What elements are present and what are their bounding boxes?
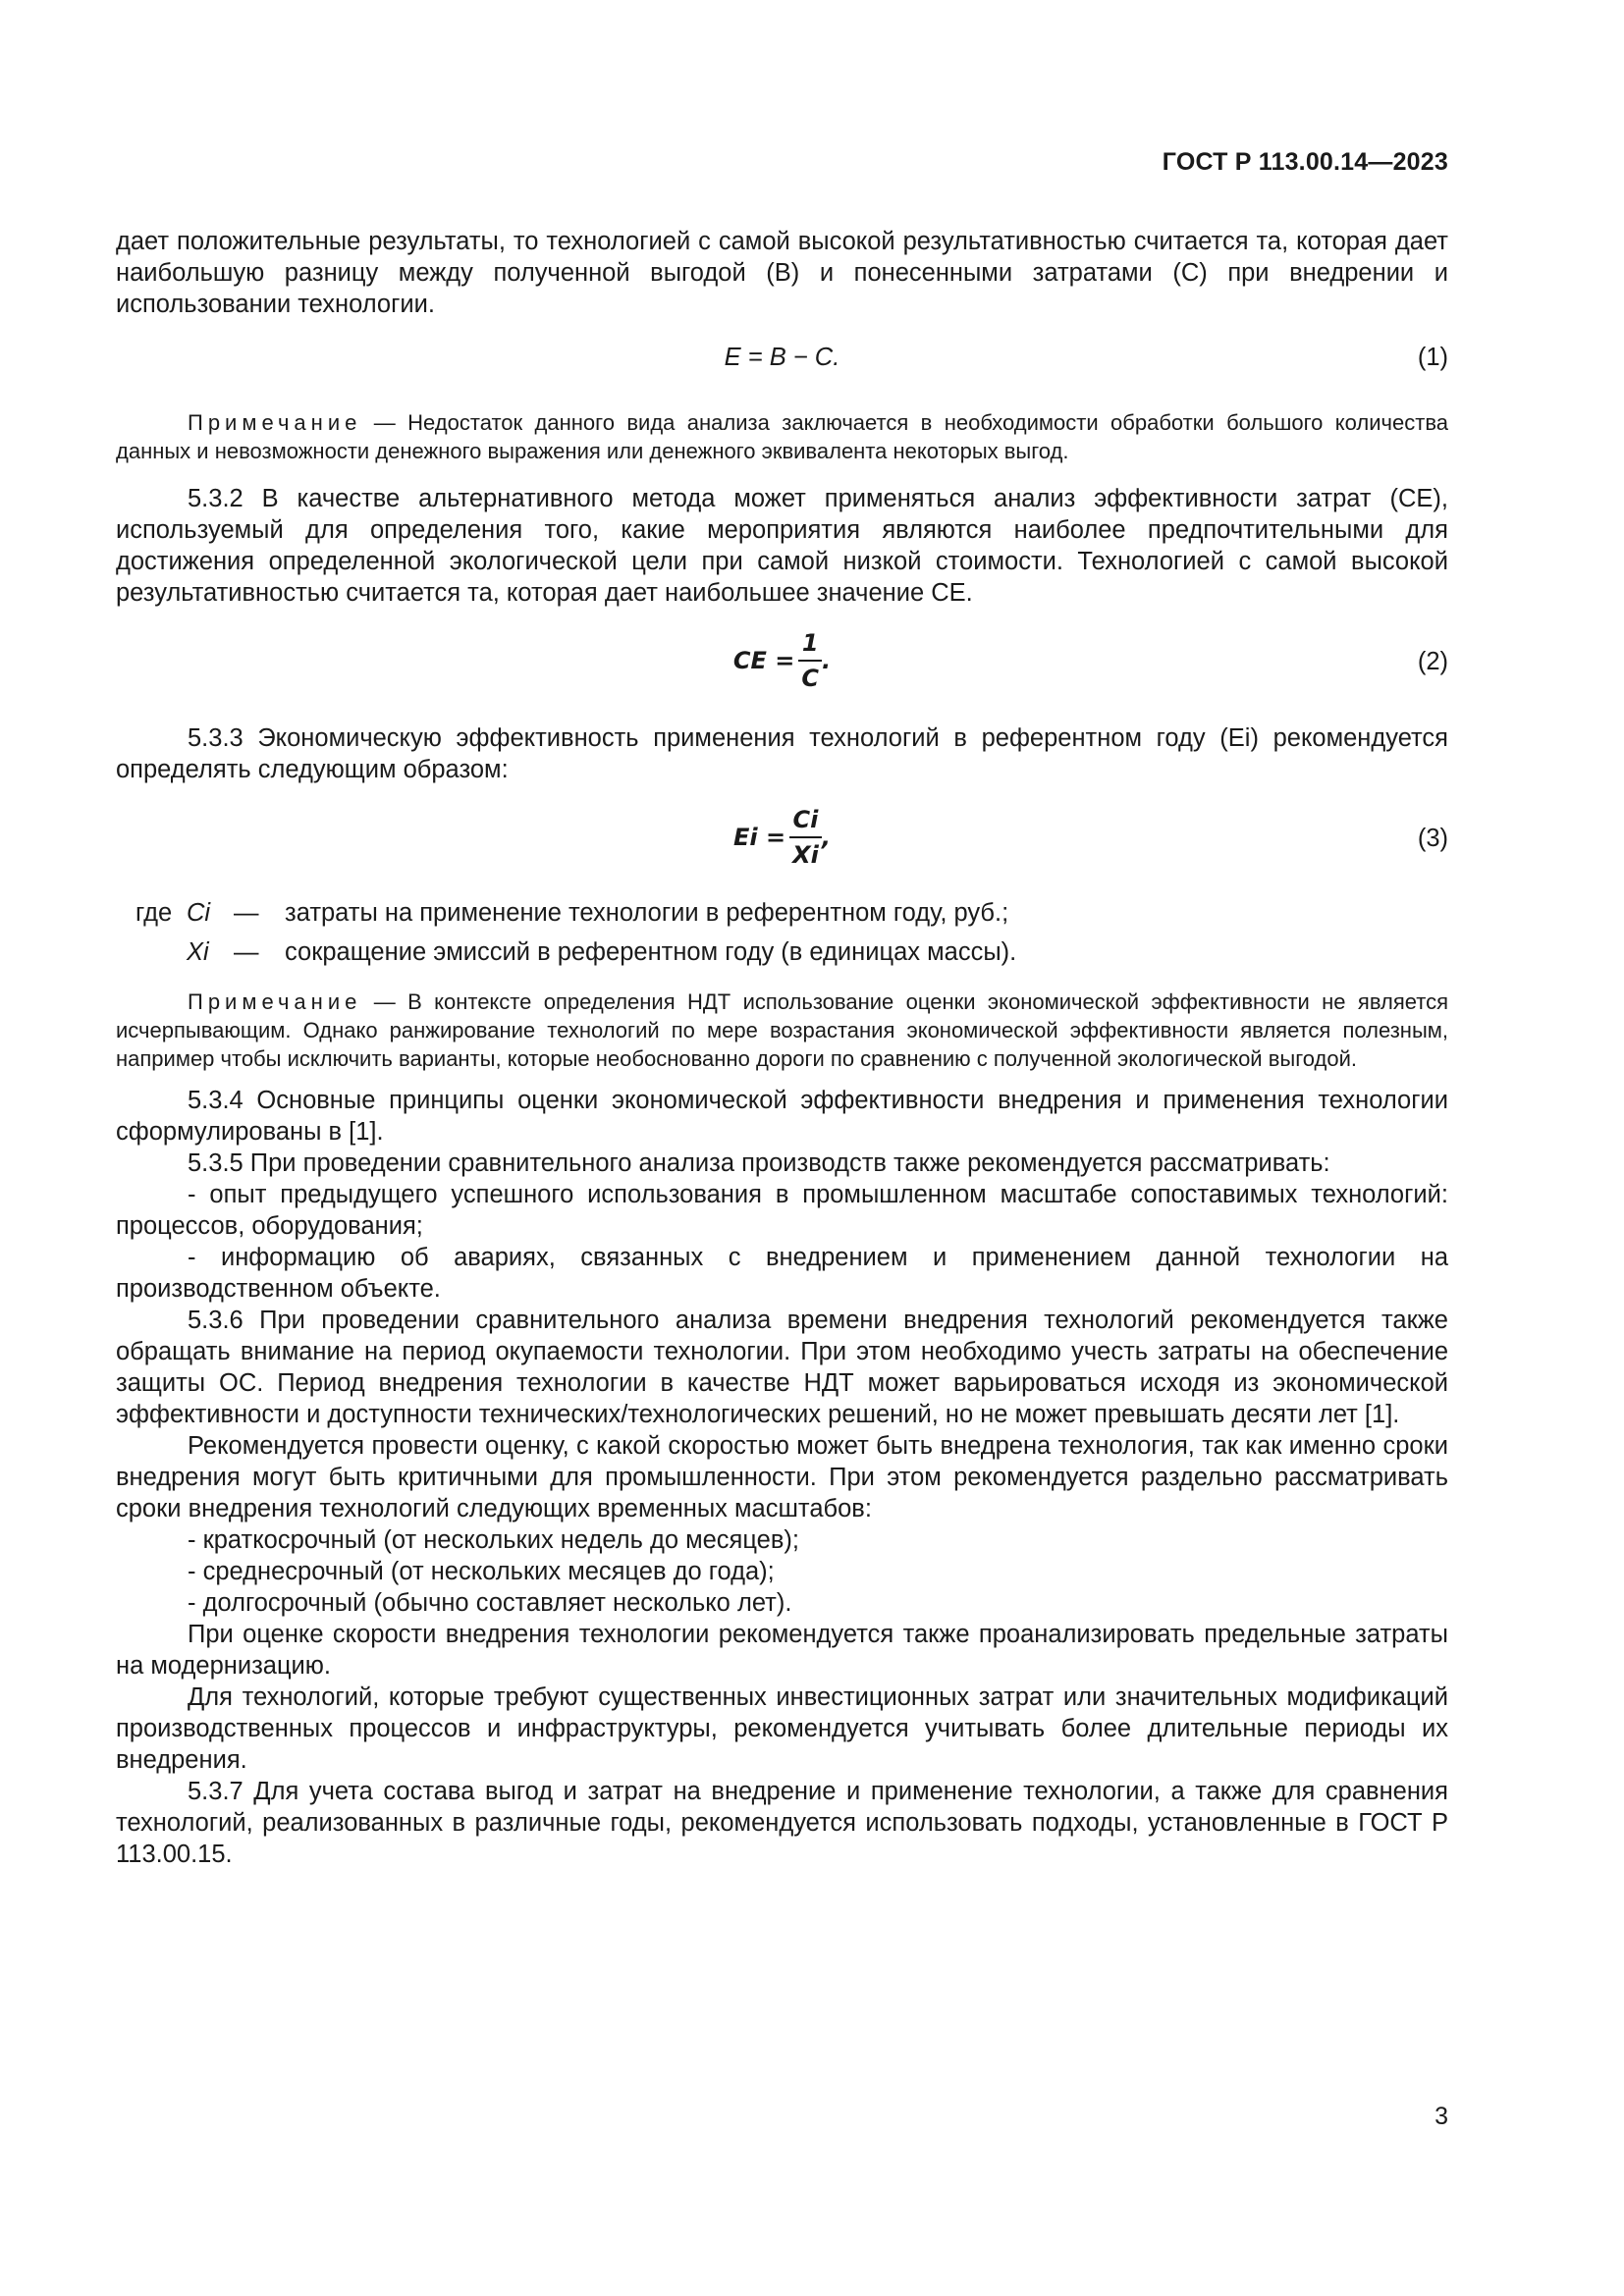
definition-variable: Xi — [187, 938, 209, 966]
note-1-text: — Недостаток данного вида анализа заключается в необходимости обработки большого количества данных и невозможности денежного выражения или денежного эквивалента некоторых выгод. — [116, 410, 1448, 463]
definition-row — [116, 936, 1448, 976]
formula-2-numerator: 1 — [798, 626, 822, 662]
page-number: 3 — [1435, 2103, 1448, 2130]
paragraph-5-3-6: 5.3.6 При проведении сравнительного анализа времени внедрения технологий рекомендуется также обращать внимание на период окупаемости технологии. При этом необходимо учесть затраты на обеспечение защиты ОС. Период внедрения технологии в качестве НДТ может варьироваться исходя из экономической эффективности и доступности технических/технологических решений, но не может превышать десяти лет [1]. — [116, 1307, 1448, 1428]
list-item: - краткосрочный (от нескольких недель до месяцев); — [188, 1526, 799, 1554]
formula-3-numerator: Ci — [789, 803, 822, 838]
formula-1-expression: E = B − C. — [724, 344, 840, 371]
list-item: - среднесрочный (от нескольких месяцев до года); — [188, 1558, 775, 1585]
formula-3-fraction — [789, 803, 822, 872]
note-1-label: Примечание — [188, 410, 362, 435]
variable-definitions — [116, 897, 1448, 976]
formula-2-expression — [116, 626, 1448, 695]
definition-text: сокращение эмиссий в референтном году (в единицах массы). — [285, 938, 1017, 966]
formula-1 — [116, 334, 1448, 389]
note-2-label: Примечание — [188, 989, 362, 1014]
definition-dash: — — [234, 899, 259, 927]
formula-2 — [116, 624, 1448, 705]
formula-3-denominator: Xi — [792, 841, 819, 869]
paragraph-5-3-7: 5.3.7 Для учета состава выгод и затрат на внедрение и применение технологии, а также для сравнения технологий, реализованных в различные годы, рекомендуется использовать подходы, установленные в ГОСТ Р 113.00.15. — [116, 1778, 1448, 1868]
body-content — [116, 226, 1448, 1870]
paragraph-5-3-3: 5.3.3 Экономическую эффективность применения технологий в референтном году (Ei) рекомендуется определять следующим образом: — [116, 724, 1448, 783]
note-1 — [116, 408, 1448, 465]
note-2 — [116, 988, 1448, 1073]
formula-3 — [116, 801, 1448, 881]
note-2-text: — В контексте определения НДТ использование оценки экономической эффективности не является исчерпывающим. Однако ранжирование технологий по мере возрастания экономической эффективности является полезным, например чтобы исключить варианты, которые необоснованно дороги по сравнению с полученной экологической выгодой. — [116, 989, 1448, 1071]
definition-prefix: где — [135, 899, 173, 927]
list-item: - опыт предыдущего успешного использования в промышленном масштабе сопоставимых технологий: процессов, оборудования; — [116, 1181, 1448, 1240]
paragraph-5-3-5: 5.3.5 При проведении сравнительного анализа производств также рекомендуется рассматривать: — [188, 1149, 1330, 1177]
paragraph-intro: дает положительные результаты, то технологией с самой высокой результативностью считается та, которая дает наибольшую разницу между полученной выгодой (B) и понесенными затратами (C) при внедрении и использовании технологии. — [116, 228, 1448, 318]
definition-dash: — — [234, 938, 259, 966]
formula-3-trail: , — [821, 824, 831, 851]
paragraph-recommendation: Рекомендуется провести оценку, с какой скоростью может быть внедрена технология, так как именно сроки внедрения могут быть критичными для промышленности. При этом рекомендуется раздельно рассматривать сроки внедрения технологий следующих временных масштабов: — [116, 1432, 1448, 1522]
formula-1-number: (1) — [1417, 344, 1448, 371]
definition-text: затраты на применение технологии в референтном году, руб.; — [285, 899, 1009, 927]
standard-code-header: ГОСТ Р 113.00.14—2023 — [1162, 148, 1448, 176]
formula-3-lhs: Ei = — [733, 824, 786, 851]
formula-2-number: (2) — [1417, 648, 1448, 675]
formula-2-fraction — [798, 626, 822, 695]
paragraph-investment: Для технологий, которые требуют существенных инвестиционных затрат или значительных модификаций производственных процессов и инфраструктуры, рекомендуется учитывать более длительные периоды их внедрения. — [116, 1683, 1448, 1774]
formula-2-lhs: CE = — [732, 647, 795, 674]
paragraph-5-3-2: 5.3.2 В качестве альтернативного метода может применяться анализ эффективности затрат (CE), используемый для определения того, какие мероприятия являются наиболее предпочтительными для достижения определенной экологической цели при самой низкой стоимости. Технологией с самой высокой результативностью считается та, которая дает наибольшее значение CE. — [116, 485, 1448, 607]
list-item: - информацию об авариях, связанных с внедрением и применением данной технологии на производственном объекте. — [116, 1244, 1448, 1303]
formula-3-number: (3) — [1417, 825, 1448, 852]
formula-2-trail: . — [821, 647, 832, 674]
formula-2-denominator: C — [801, 665, 819, 692]
paragraph-5-3-4: 5.3.4 Основные принципы оценки экономической эффективности внедрения и применения технологии сформулированы в [1]. — [116, 1087, 1448, 1146]
formula-3-expression — [116, 803, 1448, 872]
definition-variable: Ci — [187, 899, 211, 927]
paragraph-speed: При оценке скорости внедрения технологии рекомендуется также проанализировать предельные затраты на модернизацию. — [116, 1621, 1448, 1680]
definition-row — [116, 897, 1448, 936]
list-item: - долгосрочный (обычно составляет несколько лет). — [188, 1589, 792, 1617]
